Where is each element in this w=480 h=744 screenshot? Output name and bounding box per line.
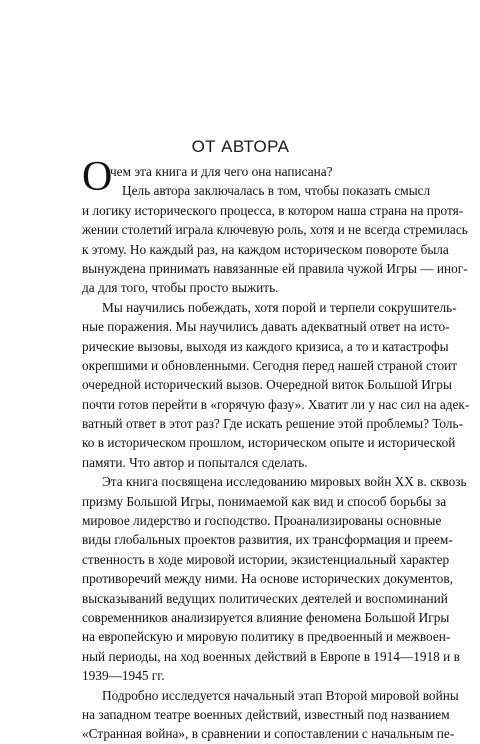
text-line: очередной исторический вызов. Очередной виток Большой Игры [82,377,452,393]
text-line: окрепшими и обновленными. Сегодня перед нашей страной стоит [82,357,458,373]
text-line: современников анализируется влияние феномена Большой Игры [82,609,450,625]
text-line: ственность в ходе мировой истории, экзистенциальный характер [82,551,450,567]
text-line-content: чем эта книга и для чего она написана? [110,164,333,179]
text-line: мировое лидерство и господство. Проанализированы основные [82,513,442,529]
text-line: ватный ответ в этот раз? Где искать решение этой проблемы? Толь- [82,416,464,432]
text-line: вынуждена принимать навязанные ей правила чужой Игры — иног- [82,260,468,276]
text-line: и логику исторического процесса, в котором наша страна на протя- [82,202,464,218]
chapter-title: ОТ АВТОРА [191,137,290,156]
text-line: Цель автора заключалась в том, чтобы показать смысл [122,183,431,199]
text-line: виды глобальных проектов развития, их трансформация и преем- [82,532,453,548]
text-line: почти готов перейти в «горячую фазу». Хватит ли у нас сил на адек- [82,396,470,412]
text-line: жении столетий играла ключевую роль, хотя и не всегда стремилась [82,222,468,238]
text-line: Эта книга посвящена исследованию мировых войн XX в. сквозь [102,474,467,490]
text-line: памяти. Что автор и попытался сделать. [82,454,308,470]
text-line: высказываний ведущих политических деятелей и воспоминаний [82,590,448,606]
text-line: ко в историческом прошлом, историческом опыте и исторической [82,435,456,451]
text-line: противоречий между ними. На основе исторических документов, [82,571,453,587]
text-line: на западном театре военных действий, известный под названием [82,706,450,722]
text-line: к этому. Но каждый раз, на каждом историческом повороте была [82,241,449,257]
text-line: 1939—1945 гг. [82,668,165,684]
body-text [82,154,470,744]
text-line: на европейскую и мировую политику в предвоенный и межвоен- [82,629,451,645]
text-line: призму Большой Игры, понимаемой как вид и способ борьбы за [82,493,447,509]
text-line: ный периоды, на ход военных действий в Европе в 1914—1918 и в [82,648,460,664]
text-line: рические вызовы, выходя из каждого кризиса, а то и катастрофы [82,338,449,354]
drop-cap: О [82,154,113,200]
text-line: ные поражения. Мы научились давать адекватный ответ на исто- [82,319,450,335]
text-line: Мы научились побеждать, хотя порой и терпели сокрушитель- [102,299,457,315]
text-line: да для того, чтобы просто выжить. [82,280,279,296]
text-line: «Странная война», в сравнении и сопоставлении с начальным пе- [82,726,455,742]
text-line: Подробно исследуется начальный этап Второй мировой войны [102,687,459,703]
